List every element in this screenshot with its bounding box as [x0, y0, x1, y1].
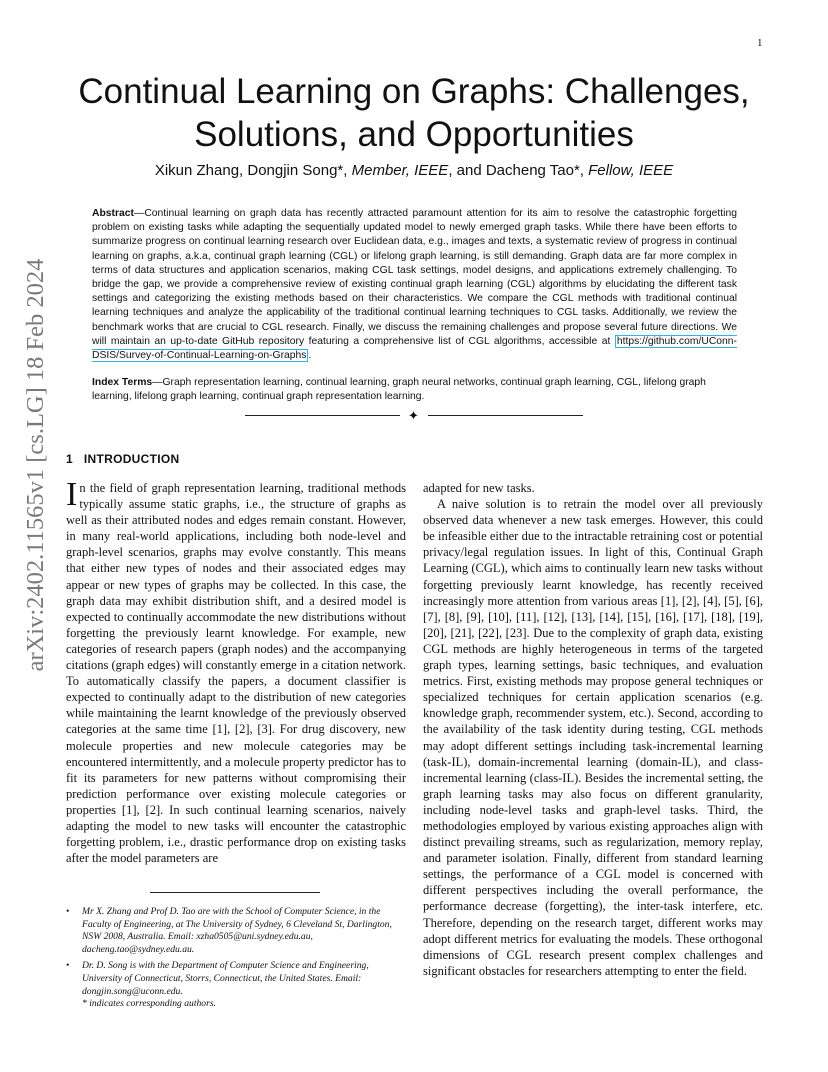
- intro-paragraph-2: A naive solution is to retrain the model over all previously observed data whenever a new task emerges. However, this could be infeasible either due to the intractable retraining cost or potential privacy/legal regulation issues. In light of this, Continual Graph Learning (CGL), which aims to continually learn new tasks without forgetting previously learnt knowledge, has recently received increasingly more attention from various areas [1], [2], [4], [5], [6], [7], [8], [9], [10], [11], [12], [13], [14], [15], [16], [17], [18], [19], [20], [21], [22], [23]. Due to the complexity of graph data, existing CGL methods are highly heterogeneous in terms of the targeted graph types, learning settings, basic techniques, and evaluation metrics. First, existing methods may propose general techniques or specialized techniques for certain application scenarios (e.g. knowledge graph, recommender system, etc.). Second, according to the availability of the task identity during testing, CGL methods may adopt different settings including task-incremental learning (task-IL), domain-incremental learning (domain-IL), and class-incremental learning (class-IL). Besides the incremental setting, the graph learning tasks may also focus on different granularity, including node-level tasks and graph-level tasks. Third, the methodologies employed by various existing approaches align with distinct prevailing streams, such as regularization, memory replay, and parameter isolation. Finally, different from standard learning settings, the performance of a CGL model is concerned with different perspectives including the overall performance, the performance decrease (forgetting), the inter-task interfere, etc. Therefore, depending on the research target, different works may adopt different metrics for evaluating the models. These orthogonal dimensions of CGL research present complex challenges and significant obstacles for researchers attempting to enter the field.: [423, 497, 763, 978]
- intro-paragraph-1: [66, 476, 406, 866]
- abstract-label: Abstract: [92, 208, 134, 219]
- index-terms: [92, 376, 737, 404]
- author-list: [60, 162, 768, 179]
- footnote-2: [66, 960, 406, 1010]
- intro-paragraph-1-text: n the field of graph representation learning, traditional methods typically assume static graphs, i.e., the structure of graphs as well as their attributed nodes and edges remain constant. However, in many real-world applications, including both node-level and graph-level scenarios, graphs may evolve constantly. This means that either new types of nodes and their associated edges may appear or new types of graphs may be collected. In this case, the graph data may exhibit distribution shift, and a desired model is expected to continually accommodate the new distributions without forgetting the previously learnt knowledge. For example, new categories of research papers (graph nodes) and the accompanying citations (graph edges) will constantly emerge in a citation network. To automatically classify the papers, a document classifier is expected to continually adapt to the distribution of new categories while maintaining the learnt knowledge of the previously observed categories at the same time [1], [2], [3]. For drug discovery, new molecule properties and new molecule categories may be encountered intermittently, and a molecule property predictor has to fit its parameters for new patterns without compromising their prediction performance over existing molecule categories or properties [1], [2]. In such continual learning scenarios, naively adapting the model to new tasks will encounter the catastrophic forgetting problem, i.e., drastic performance drop on existing tasks after the model parameters are: [66, 481, 406, 866]
- divider-line-right: [428, 415, 583, 416]
- authors-names: Xikun Zhang, Dongjin Song*,: [154, 162, 352, 179]
- footnote-2-text: Dr. D. Song is with the Department of Computer Science and Engineering, University of Connecticut, Storrs, Connecticut, the United States. Email: dongjin.song@uconn.edu.: [82, 960, 369, 997]
- index-terms-text: —Graph representation learning, continual learning, graph neural networks, continual graph learning, CGL, lifelong graph learning, lifelong graph learning, continual graph representation learning.: [92, 377, 706, 403]
- drop-cap: I: [66, 476, 78, 513]
- footnote-3-text: * indicates corresponding authors.: [82, 998, 216, 1010]
- footnotes: [66, 906, 406, 1015]
- github-link[interactable]: https://github.com/UConn-DSIS/Survey-of-Continual-Learning-on-Graphs: [92, 335, 737, 362]
- paper-title: [60, 70, 768, 156]
- footnote-rule: [150, 892, 320, 893]
- title-line-1: Continual Learning on Graphs: Challenges,: [78, 72, 750, 111]
- page-number: 1: [757, 37, 763, 49]
- left-column: [66, 476, 406, 866]
- right-column: [423, 480, 763, 979]
- footnote-bullet-1: •: [66, 906, 70, 917]
- footnote-1: [66, 906, 406, 956]
- footnote-bullet-2: •: [66, 960, 70, 972]
- section-number: 1: [66, 452, 73, 466]
- title-line-2: Solutions, and Opportunities: [194, 115, 634, 155]
- abstract: [92, 207, 737, 363]
- abstract-text: —Continual learning on graph data has recently attracted paramount attention for its aim to resolve the catastrophic forgetting problem on existing tasks while adapting the sequentially updated model to newly emerged graph tasks. While there have been efforts to summarize progress on continual learning research over Euclidean data, e.g., images and texts, a systematic review of progress in continual learning on graphs, a.k.a, continual graph learning (CGL) or lifelong graph learning, is still demanding. Graph data are far more complex in terms of data structures and application scenarios, making CGL task settings, model designs, and applications extremely challenging. To bridge the gap, we provide a comprehensive review of existing continual graph learning (CGL) algorithms by elucidating the different task settings and categorizing the existing methods based on their characteristics. We compare the CGL methods with traditional continual learning techniques and analyze the applicability of the traditional continual learning techniques to CGL tasks. Additionally, we review the benchmark works that are crucial to CGL research. Finally, we discuss the remaining challenges and propose several future directions. We will maintain an up-to-date GitHub repository featuring a comprehensive list of CGL algorithms, accessible at: [92, 208, 737, 347]
- author-role-2: Fellow, IEEE: [588, 162, 674, 179]
- section-title: INTRODUCTION: [83, 452, 180, 466]
- index-terms-label: Index Terms: [92, 377, 153, 388]
- section-heading: [66, 452, 179, 466]
- abstract-end: .: [308, 350, 312, 362]
- arxiv-watermark: arXiv:2402.11565v1 [cs.LG] 18 Feb 2024: [22, 258, 49, 672]
- footnote-1-text: Mr X. Zhang and Prof D. Tao are with the School of Computer Science, in the Faculty of Engineering, at The University of Sydney, 6 Cleveland St, Darlington, NSW 2008, Australia. Email: xzha0505@uni.sydney.edu.au, dacheng.tao@sydney.edu.au.: [82, 906, 392, 955]
- author-role-1: Member, IEEE: [351, 162, 449, 179]
- right-column-continuation: adapted for new tasks.: [423, 481, 535, 495]
- divider-diamond-icon: ✦: [408, 409, 419, 424]
- authors-separator: , and Dacheng Tao*,: [448, 162, 589, 179]
- divider-line-left: [245, 415, 400, 416]
